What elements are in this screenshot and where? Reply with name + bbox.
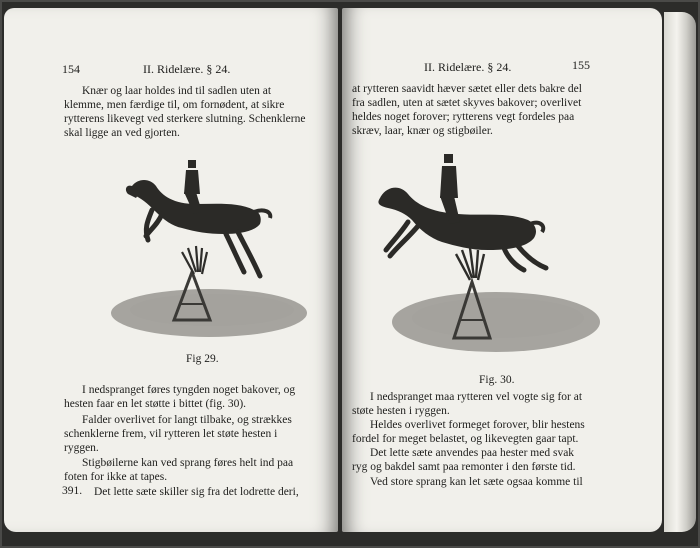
figure-horse-jump-illustration: [104, 148, 314, 348]
text-line: Knær og laar holdes ind til sadlen uten at: [82, 85, 272, 97]
text-line: klemme, men færdige til, om fornødent, at sikre: [64, 99, 285, 111]
text-line: støte hesten i ryggen.: [352, 405, 450, 417]
text-line: foten for ikke at tapes.: [64, 471, 168, 483]
running-head: II. Ridelære. § 24.: [143, 62, 231, 76]
page-number: 155: [572, 58, 590, 72]
text-line: hesten faar en let støtte i bittet (fig. 30).: [64, 398, 247, 410]
left-page: [4, 8, 338, 532]
text-line: skræv, laar, knær og stigbøiler.: [352, 125, 493, 137]
text-line: Ved store sprang kan let sæte ogsaa komme til: [370, 476, 583, 488]
text-line: Falder overlivet for langt tilbake, og strækkes: [82, 414, 292, 426]
text-line: I nedspranget maa rytteren vel vogte sig for at: [370, 391, 583, 403]
text-line: Heldes overlivet formeget forover, blir hestens: [370, 419, 585, 431]
margin-number: 391.: [62, 485, 83, 497]
page-edges: [664, 12, 696, 532]
text-line: Stigbøilerne kan ved sprang føres helt ind paa: [82, 457, 294, 469]
text-line: at rytteren saavidt hæver sætet eller dets bakre del: [352, 83, 582, 95]
text-line: I nedspranget føres tyngden noget bakover, og: [82, 384, 296, 396]
running-head: II. Ridelære. § 24.: [424, 60, 512, 74]
figure-caption: Fig. 30.: [479, 374, 515, 386]
open-book: [2, 2, 698, 546]
right-page: [342, 8, 662, 532]
text-line: Det lette sæte anvendes paa hester med svak: [370, 447, 575, 459]
text-line: heldes noget forover; rytterens vegt fordeles paa: [352, 111, 575, 123]
text-line: ryg og bakdel samt paa remonter i den første tid.: [352, 461, 576, 473]
page-number: 154: [62, 62, 80, 76]
text-line: schenklerne frem, vil rytteren let støte hesten i: [64, 428, 278, 440]
figure-caption: Fig 29.: [186, 353, 219, 365]
text-line: fordel for meget belastet, og likevegten gaar tapt.: [352, 433, 579, 445]
text-line: ryggen.: [64, 442, 99, 454]
text-line: fra sadlen, uten at sætet skyves bakover; overlivet: [352, 97, 582, 109]
text-line: Det lette sæte skiller sig fra det lodrette deri,: [94, 486, 299, 498]
figure-horse-jump-illustration: [368, 146, 618, 368]
text-line: rytterens likevegt ved sterkere slutning. Schenklerne: [64, 113, 306, 125]
text-line: skal ligge an ved gjorten.: [64, 127, 180, 139]
